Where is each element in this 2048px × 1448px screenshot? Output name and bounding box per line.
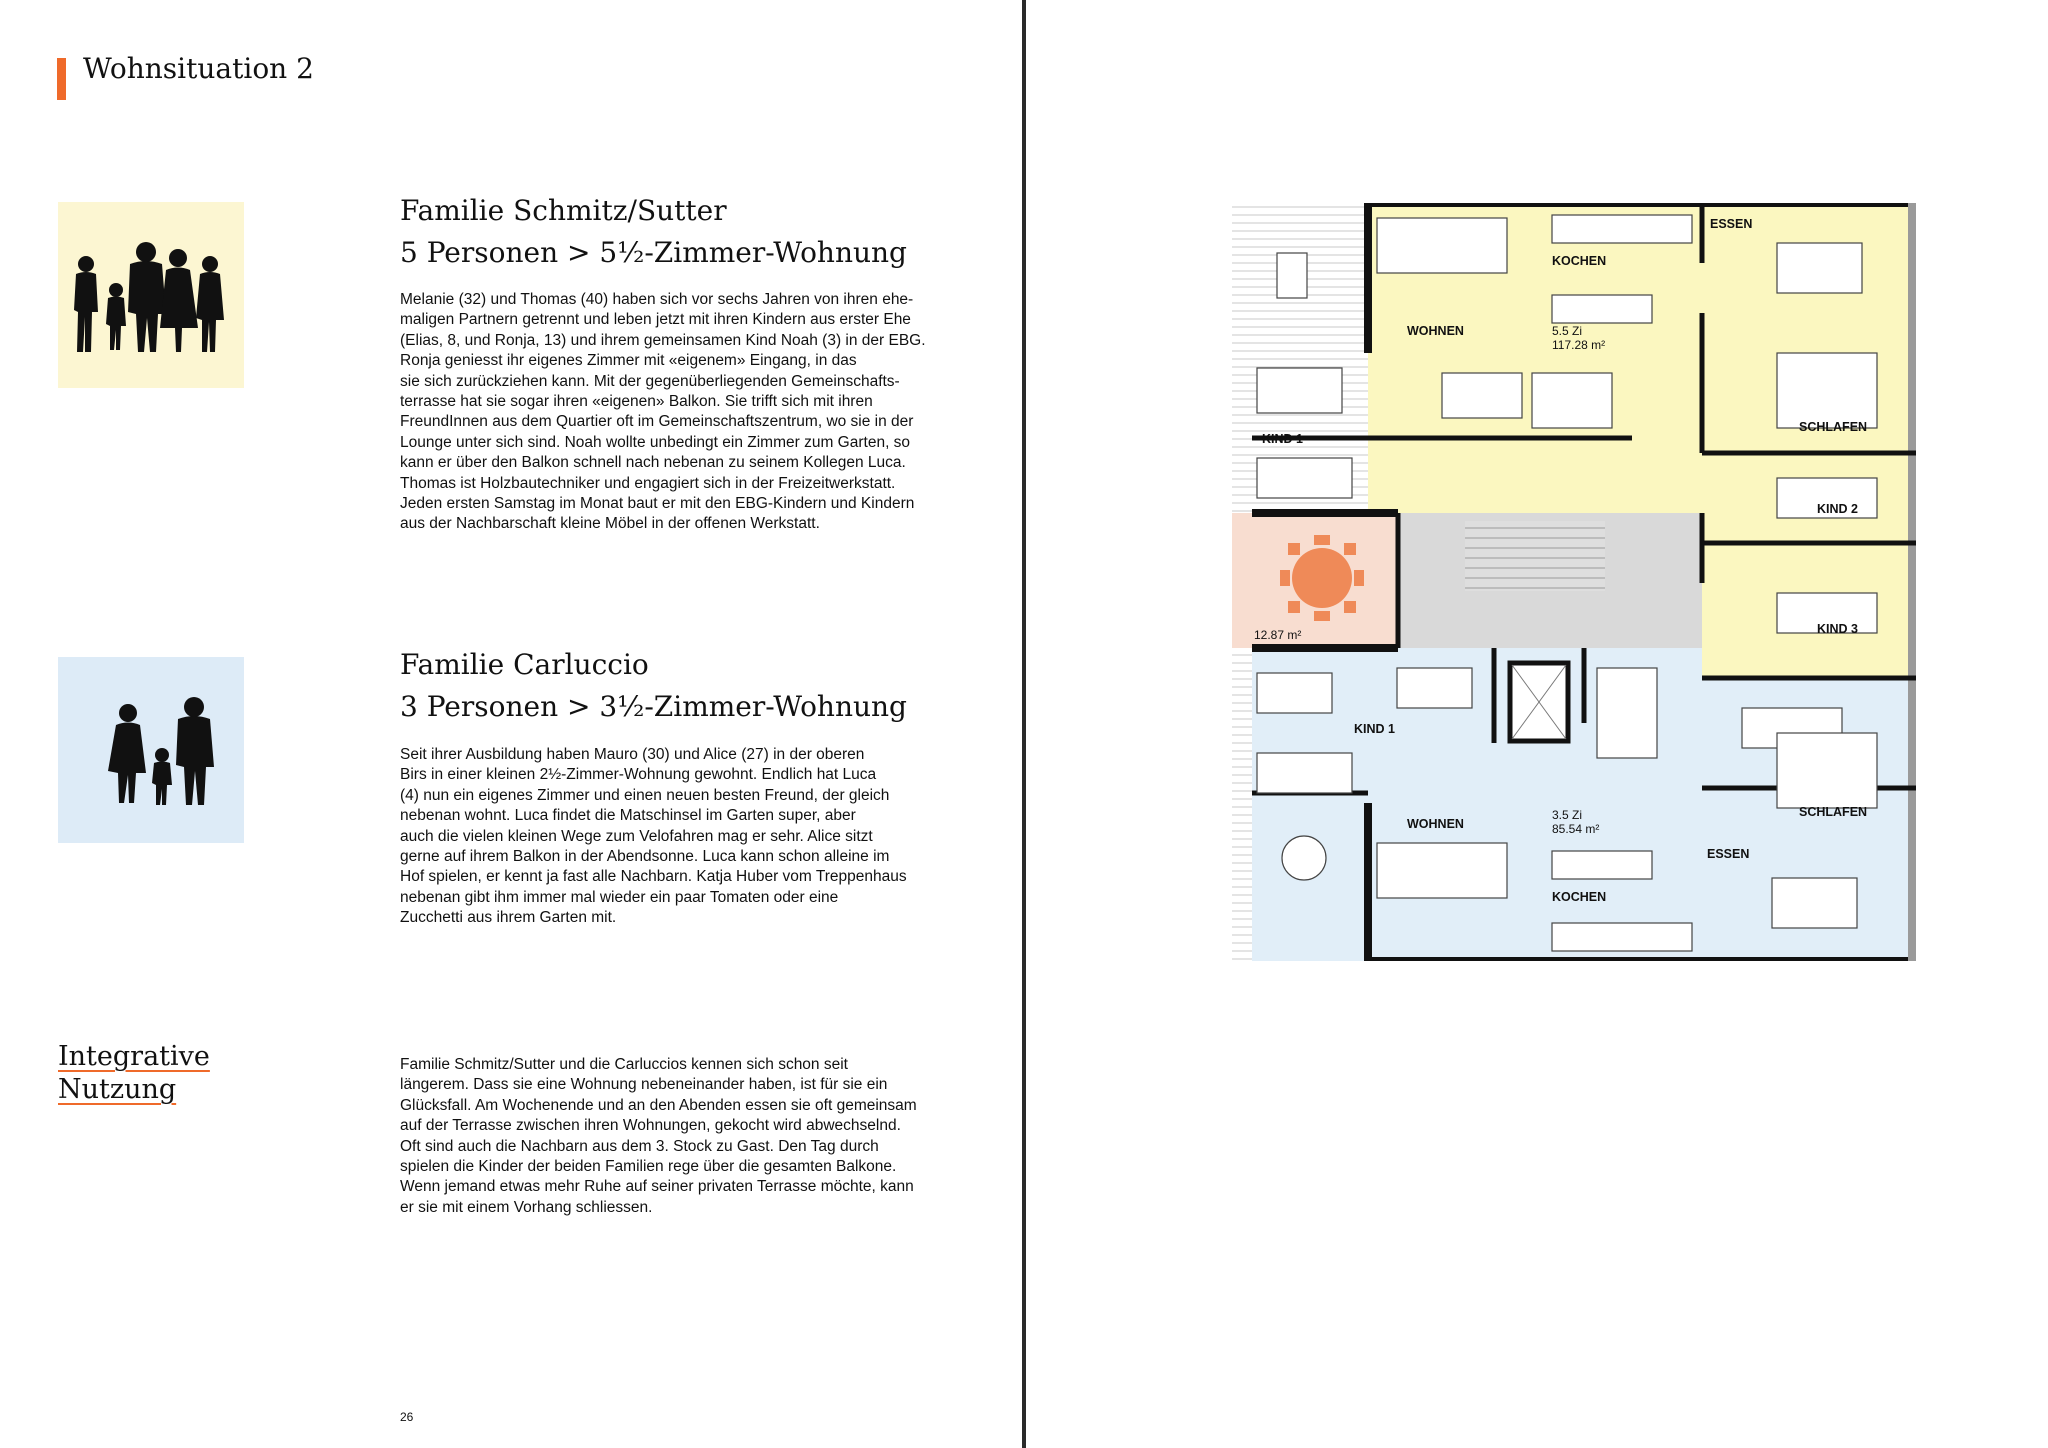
stairs <box>1465 521 1605 591</box>
integrative-text <box>400 1055 960 1218</box>
text-line: längerem. Dass sie eine Wohnung nebeneinander haben, ist für sie ein <box>400 1076 888 1094</box>
label-rooms-upper: 5.5 Zi <box>1552 324 1583 338</box>
label-terrace-area: 12.87 m² <box>1254 628 1302 642</box>
text-line: Seit ihrer Ausbildung haben Mauro (30) und Alice (27) in der oberen <box>400 746 865 763</box>
integrative-title-line2: Nutzung <box>58 1074 177 1105</box>
text-line: gerne auf ihrem Balkon in der Abendsonne. Luca kann schon alleine im <box>400 848 890 866</box>
text-line: Thomas ist Holzbautechniker und engagiert sich in der Freizeitwerkstatt. <box>400 474 896 492</box>
text-line: auf der Terrasse zwischen ihren Wohnungen, gekocht wird abwechselnd. <box>400 1117 901 1135</box>
label-kochen-upper: KOCHEN <box>1552 254 1607 268</box>
family2-heading-line2: 3 Personen > 3½-Zimmer-Wohnung <box>400 690 907 723</box>
text-line: nebenan gibt ihm immer mal wieder ein paar Tomaten oder eine <box>400 888 839 906</box>
label-essen-upper: ESSEN <box>1710 217 1753 231</box>
family1-text <box>400 290 960 535</box>
text-line: FreundInnen aus dem Quartier oft im Gemeinschaftszentrum, wo sie in der <box>400 413 914 431</box>
text-line: Wenn jemand etwas mehr Ruhe auf seiner privaten Terrasse möchte, kann <box>400 1178 914 1196</box>
text-line: spielen die Kinder der beiden Familien rege über die gesamten Balkone. <box>400 1158 897 1176</box>
text-line: er sie mit einem Vorhang schliessen. <box>400 1198 653 1216</box>
label-area-lower: 85.54 m² <box>1552 822 1600 836</box>
text-line: Hof spielen, er kennt ja fast alle Nachbarn. Katja Huber vom Treppenhaus <box>400 868 907 886</box>
left-page <box>0 0 1022 1448</box>
text-line: Lounge unter sich sind. Noah wollte unbedingt ein Zimmer zum Garten, so <box>400 433 911 451</box>
text-line: maligen Partnern getrennt und leben jetzt mit ihren Kindern aus erster Ehe <box>400 311 911 329</box>
family2-text <box>400 745 960 929</box>
floor-plan <box>1232 203 1916 961</box>
text-line: kann er über den Balkon schnell nach nebenan zu seinem Kollegen Luca. <box>400 454 906 472</box>
family-schmitz-sutter-image <box>58 202 244 388</box>
text-line: Birs in einer kleinen 2½-Zimmer-Wohnung gewohnt. Endlich hat Luca <box>400 766 877 784</box>
text-line: auch die vielen kleinen Wege zum Velofahren mag er sehr. Alice sitzt <box>400 827 873 845</box>
text-line: (Elias, 8, und Ronja, 13) und ihrem gemeinsamen Kind Noah (3) in der EBG. <box>400 331 926 349</box>
label-rooms-lower: 3.5 Zi <box>1552 808 1583 822</box>
label-kochen-lower: KOCHEN <box>1552 890 1607 904</box>
label-schlafen-lower: SCHLAFEN <box>1799 805 1868 819</box>
text-line: Ronja geniesst ihr eigenes Zimmer mit «eigenem» Eingang, in das <box>400 352 857 370</box>
label-kind3-upper: KIND 3 <box>1817 622 1858 636</box>
text-line: Oft sind auch die Nachbarn aus dem 3. Stock zu Gast. Den Tag durch <box>400 1137 879 1155</box>
label-wohnen-upper: WOHNEN <box>1407 324 1464 338</box>
page-number: 26 <box>400 1410 414 1424</box>
family-carluccio-image <box>58 657 244 843</box>
family-silhouette-3-icon <box>58 657 244 843</box>
label-schlafen-upper: SCHLAFEN <box>1799 420 1868 434</box>
family-carluccio-heading <box>400 644 907 728</box>
text-line: aus der Nachbarschaft kleine Möbel in der offenen Werkstatt. <box>400 515 820 533</box>
integrative-title <box>58 1040 210 1106</box>
text-line: sie sich zurückziehen kann. Mit der gegenüberliegenden Gemeinschafts- <box>400 372 900 390</box>
family2-heading-line1: Familie Carluccio <box>400 648 649 681</box>
terrace-table <box>1292 548 1352 608</box>
text-line: Glücksfall. Am Wochenende und an den Abenden essen sie oft gemeinsam <box>400 1096 917 1114</box>
label-kind1-upper: KIND 1 <box>1262 432 1303 446</box>
text-line: Jeden ersten Samstag im Monat baut er mit den EBG-Kindern und Kindern <box>400 495 915 513</box>
text-line: Zucchetti aus ihrem Garten mit. <box>400 909 617 927</box>
text-line: Familie Schmitz/Sutter und die Carluccios kennen sich schon seit <box>400 1056 848 1073</box>
label-kind2-upper: KIND 2 <box>1817 502 1858 516</box>
text-line: nebenan wohnt. Luca findet die Matschinsel im Garten super, aber <box>400 807 856 825</box>
family1-heading-line2: 5 Personen > 5½-Zimmer-Wohnung <box>400 236 907 269</box>
section-accent-bar <box>57 58 66 100</box>
family-schmitz-sutter-heading <box>400 190 907 274</box>
text-line: Melanie (32) und Thomas (40) haben sich vor sechs Jahren von ihren ehe- <box>400 291 914 308</box>
label-area-upper: 117.28 m² <box>1552 338 1606 352</box>
text-line: terrasse hat sie sogar ihren «eigenen» Balkon. Sie trifft sich mit ihren <box>400 393 873 411</box>
integrative-title-line1: Integrative <box>58 1041 210 1072</box>
section-title: Wohnsituation 2 <box>83 52 314 85</box>
label-wohnen-lower: WOHNEN <box>1407 817 1464 831</box>
family-silhouette-5-icon <box>58 202 244 388</box>
label-kind1-lower: KIND 1 <box>1354 722 1395 736</box>
text-line: (4) nun ein eigenes Zimmer und einen neuen besten Freund, der gleich <box>400 786 890 804</box>
label-essen-lower: ESSEN <box>1707 847 1750 861</box>
family1-heading-line1: Familie Schmitz/Sutter <box>400 194 727 227</box>
